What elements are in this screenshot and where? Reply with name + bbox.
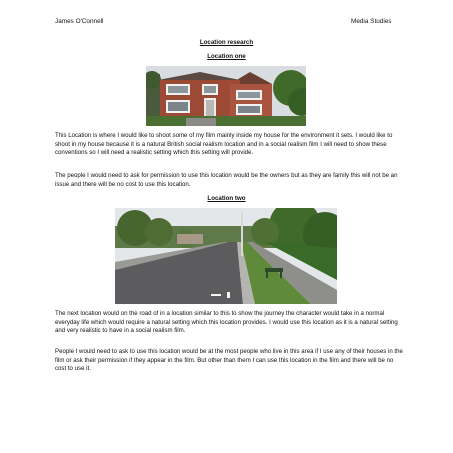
document-title: Location research [199,39,254,46]
location-two-heading: Location two [207,195,246,202]
road-photo [115,208,337,304]
house-image [146,66,306,126]
location-two-paragraph-2: People I would need to ask to use this location would be at the most people who live in this area if I use any of their houses in the film or ask their permission if they appear in the film. But other than them I can use this location in the film and there will be no cost to use it. [55,348,403,373]
header-author: James O'Connell [55,18,104,25]
location-one-heading: Location one [207,53,246,60]
header-subject: Media Studies [351,18,392,25]
road-image [115,208,337,304]
location-one-paragraph-1: This Location is where I would like to shoot some of my film mainly inside my house for the environment it sets. I would like to shoot in my house because it is a natural British social realism location and in a social realism film I will need to show these conventions so I will need a realistic setting which this setting will provide. [55,132,393,157]
house-photo [146,66,306,126]
location-two-paragraph-1: The next location would on the road of in a location similar to this to show the journey the character would take in a normal everyday life which would require a natural setting which this location provides. I would use this location as it is a natural setting and very realistic to have in a social realism film. [55,310,398,335]
location-one-paragraph-2: The people I would need to ask for permission to use this location would be the owners but as they are family this will not be an issue and there will be no cost to use this location. [55,172,398,188]
